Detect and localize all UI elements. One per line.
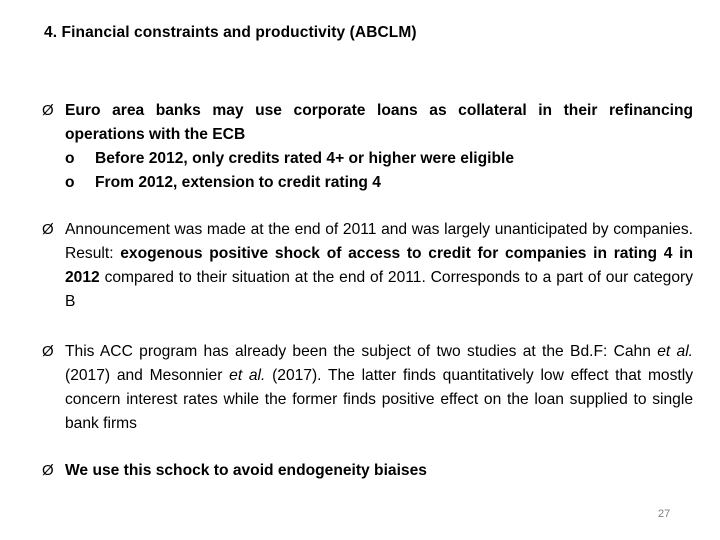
- sub-bullet-icon: o: [65, 174, 75, 191]
- bullet-1-text: [65, 99, 693, 195]
- arrow-bullet-icon: Ø: [42, 462, 54, 479]
- arrow-bullet-icon: Ø: [42, 221, 54, 238]
- bullet-3-text: [65, 340, 693, 436]
- sub-item-1-text: Before 2012, only credits rated 4+ or higher were eligible: [95, 150, 515, 167]
- bullet-3-etal-1: et al.: [657, 343, 693, 360]
- bullet-3-etal-2: et al.: [229, 367, 266, 384]
- bullet-1-lead: Euro area banks may use corporate loans as collateral in their refinancing operations with the ECB: [65, 102, 693, 143]
- sub-item-2: [65, 171, 693, 195]
- bullet-3-part1: This ACC program has already been the subject of two studies at the Bd.F: Cahn: [65, 343, 658, 360]
- page-title: 4. Financial constraints and productivity (ABCLM): [44, 24, 417, 41]
- bullet-2-bold: exogenous positive shock of access to credit for companies in rating 4 in 2012: [65, 245, 693, 286]
- sub-bullet-icon: o: [65, 150, 75, 167]
- sub-item-2-text: From 2012, extension to credit rating 4: [95, 174, 381, 191]
- bullet-3-part3: (2017). The latter finds quantitatively low effect that mostly concern interest rates while the former finds positive effect on the loan supplied to single bank firms: [65, 367, 693, 432]
- sub-item-1: [65, 147, 693, 171]
- bullet-2-part1: Announcement was made at the end of 2011 and was largely unanticipated by companies. Result:: [65, 221, 693, 262]
- page-number: 27: [658, 508, 671, 520]
- bullet-3-part2: (2017) and Mesonnier: [65, 367, 230, 384]
- arrow-bullet-icon: Ø: [42, 102, 54, 119]
- bullet-2-part2: compared to their situation at the end of 2011. Corresponds to a part of our category B: [65, 269, 693, 310]
- bullet-2-text: [65, 218, 693, 314]
- bullet-4-text: We use this schock to avoid endogeneity biaises: [65, 462, 427, 479]
- arrow-bullet-icon: Ø: [42, 343, 54, 360]
